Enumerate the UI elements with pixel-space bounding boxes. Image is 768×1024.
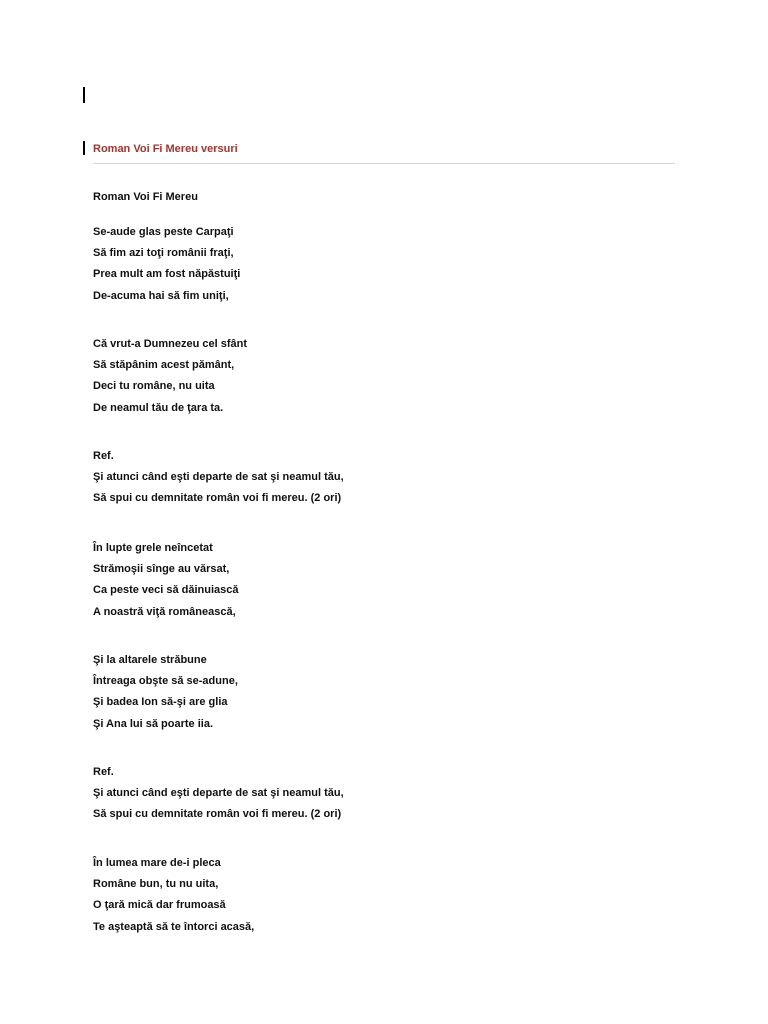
lyric-line: Strămoşii sînge au vărsat, bbox=[93, 563, 230, 576]
stanza-3 bbox=[93, 538, 239, 623]
lyric-line: De-acuma hai să fim uniţi, bbox=[93, 289, 229, 302]
lyric-line: Şi atunci când eşti departe de sat şi neamul tău, bbox=[93, 471, 344, 484]
heading-cursor-bar bbox=[83, 141, 85, 155]
lyric-line: Să spui cu demnitate român voi fi mereu. (2 ori) bbox=[93, 808, 342, 821]
refrain-label: Ref. bbox=[93, 450, 114, 462]
stanza-1 bbox=[93, 222, 240, 307]
lyric-line: Şi Ana lui să poarte iia. bbox=[93, 717, 214, 730]
lyric-line: În lumea mare de-i pleca bbox=[93, 857, 221, 869]
stanza-5 bbox=[93, 853, 254, 938]
refrain-1 bbox=[93, 446, 344, 510]
lyric-line: Prea mult am fost năpăstuiţi bbox=[93, 268, 241, 281]
document-heading: Roman Voi Fi Mereu versuri bbox=[93, 143, 238, 155]
stanza-2 bbox=[93, 334, 247, 419]
lyric-line: Să fim azi toţi românii fraţi, bbox=[93, 247, 234, 260]
song-title: Roman Voi Fi Mereu bbox=[93, 191, 198, 203]
refrain-label: Ref. bbox=[93, 766, 114, 778]
lyric-line: Şi la altarele străbune bbox=[93, 654, 207, 666]
lyric-line: Să spui cu demnitate român voi fi mereu. (2 ori) bbox=[93, 492, 342, 505]
lyric-line: Şi badea Ion să-şi are glia bbox=[93, 696, 228, 709]
lyric-line: Că vrut-a Dumnezeu cel sfânt bbox=[93, 338, 248, 350]
lyric-line: Şi atunci când eşti departe de sat şi neamul tău, bbox=[93, 787, 344, 800]
lyric-line: Deci tu române, nu uita bbox=[93, 380, 215, 393]
stanza-4 bbox=[93, 650, 238, 735]
lyric-line: Se-aude glas peste Carpaţi bbox=[93, 226, 234, 238]
refrain-2 bbox=[93, 762, 344, 826]
lyric-line: Ca peste veci să dăinuiască bbox=[93, 584, 239, 597]
text-cursor bbox=[83, 87, 85, 103]
lyric-line: Te aşteaptă să te întorci acasă, bbox=[93, 920, 255, 933]
heading-divider bbox=[93, 163, 675, 164]
lyric-line: Române bun, tu nu uita, bbox=[93, 878, 219, 891]
lyric-line: În lupte grele neîncetat bbox=[93, 542, 213, 554]
lyric-line: Întreaga obşte să se-adune, bbox=[93, 675, 238, 688]
lyric-line: O ţară mică dar frumoasă bbox=[93, 899, 226, 912]
lyric-line: De neamul tău de ţara ta. bbox=[93, 401, 224, 414]
lyric-line: Să stăpânim acest pământ, bbox=[93, 359, 235, 372]
lyric-line: A noastră viţă românească, bbox=[93, 605, 236, 618]
